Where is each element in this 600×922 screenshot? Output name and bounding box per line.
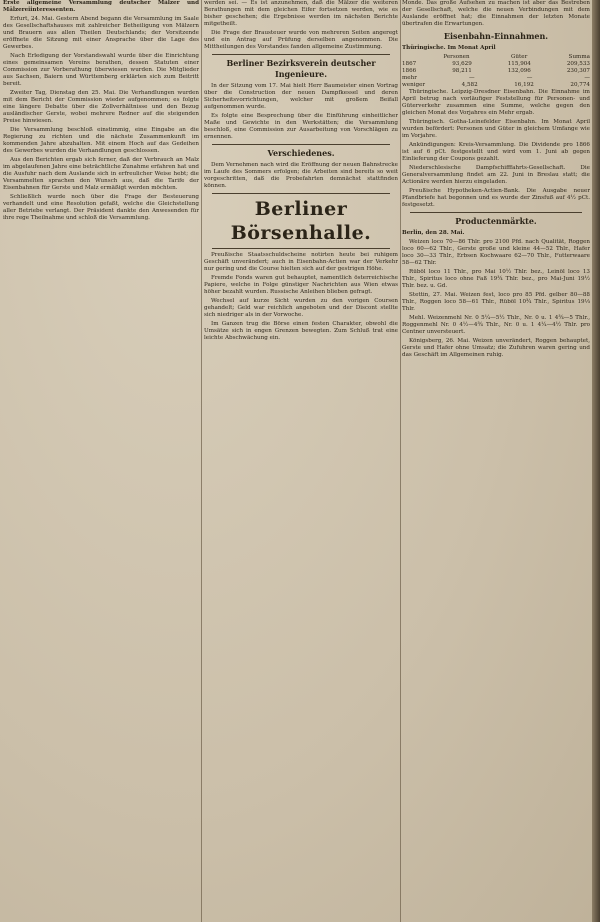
- page-binding-edge: [592, 0, 600, 922]
- table-title: Thüringische. Im Monat April: [402, 45, 496, 51]
- paragraph: Die Frage der Brausteuer wurde von mehreren Seiten angeregt und ein Antrag auf Prüfung derselben angenommen. Die Mittheilungen des Vorstandes fanden allgemeine Zustimmung.: [204, 30, 398, 50]
- column-rule: [400, 0, 401, 922]
- table-cell: Personen: [443, 54, 470, 60]
- divider: [212, 144, 390, 145]
- paragraph: In der Sitzung vom 17. Mai hielt Herr Baumeister einen Vortrag über die Construction der neuen Dampfkessel und deren Sicherheitsvorrichtungen, welcher mit großem Beifall aufgenommen wurde.: [204, 83, 398, 110]
- table-cell: 20,774: [570, 82, 590, 88]
- table-cell: 209,533: [566, 61, 590, 67]
- paragraph: Die Versammlung beschloß einstimmig, eine Eingabe an die Regierung zu richten und die nächste Zusammenkunft im kommenden Jahre abzuhalten. Mit einem Hoch auf das Gedeihen des Gewerbes wurden die Verhandlungen geschlossen.: [3, 127, 199, 154]
- table-row: [402, 68, 590, 75]
- paragraph: Schließlich wurde noch über die Frage der Besteuerung verhandelt und eine Resolution gefaßt, welche die Gleichstellung aller Betriebe verlangt. Der Präsident dankte den Anwesenden für ihre rege Theilnahme und schloß die Versammlung.: [3, 194, 199, 221]
- column-right: [402, 0, 590, 922]
- paragraph: Thüringische. Leipzig-Dresdner Eisenbahn. Die Einnahme im April betrug nach vorläufiger Feststellung für Personen- und Güterverkehr zusammen eine Summe, welche gegen den gleichen Monat des Vorjahres ein Mehr ergab.: [402, 89, 590, 116]
- paragraph: Preußische Staatsschuldscheine notirten heute bei ruhigem Geschäft unverändert; auch in Eisenbahn-Actien war der Verkehr nur gering und die Course hielten sich auf der gestrigen Höhe.: [204, 252, 398, 272]
- section-title: Eisenbahn-Einnahmen.: [443, 31, 549, 41]
- paragraph: Es folgte eine Besprechung über die Einführung einheitlicher Maße und Gewichte in den Werkstätten; die Versammlung beschloß, eine Commission zur Ausarbeitung von Vorschlägen zu ernennen.: [204, 113, 398, 140]
- table-cell: Güter: [510, 54, 528, 60]
- article-heading: Erste allgemeine Versammlung deutscher Mälzer und Mälzereiinteressenten.: [3, 0, 199, 13]
- table-cell: 98,211: [452, 68, 472, 74]
- table-cell: 132,096: [507, 68, 531, 74]
- table-cell: 1867: [402, 61, 417, 67]
- table-cell: 115,904: [507, 61, 531, 67]
- paragraph: Fremde Fonds waren gut behauptet, namentlich österreichische Papiere, welche in Folge günstiger Nachrichten aus Wien etwas höher bezahlt wurden. Russische Anleihen blieben gefragt.: [204, 275, 398, 295]
- table-cell: mehr: [402, 75, 417, 81]
- table-cell: —: [584, 75, 590, 81]
- divider: [212, 193, 390, 194]
- column-left: [3, 0, 199, 922]
- table-header: [402, 54, 590, 61]
- paragraph: Zweiter Tag, Dienstag den 25. Mai. Die Verhandlungen wurden mit dem Bericht der Commission wieder aufgenommen; es folgte eine längere Debatte über die Zollverhältnisse und den Bezug ausländischer Gerste, wobei mehrere Redner auf die steigenden Preise hinwiesen.: [3, 90, 199, 124]
- paragraph: Niederschlesische Dampfschifffahrts-Gesellschaft. Die Generalversammlung findet am 22. Juni in Breslau statt; die Actionäre werden hierzu eingeladen.: [402, 165, 590, 185]
- table-cell: 93,629: [452, 61, 472, 67]
- section-title: Berliner Bezirksverein deutscher Ingenieure.: [226, 58, 376, 79]
- paragraph: Preußische Hypotheken-Actien-Bank. Die Ausgabe neuer Pfandbriefe hat begonnen und es wurde der Zinsfuß auf 4½ pCt. festgesetzt.: [402, 188, 590, 208]
- paragraph: Aus den Berichten ergab sich ferner, daß der Verbrauch an Malz im abgelaufenen Jahre eine beträchtliche Zunahme erfahren hat und die Ausfuhr nach dem Auslande sich in erfreulicher Weise hebt; die Versammelten sprachen den Wunsch aus, daß die Tarife der Eisenbahnen für Gerste und Malz ermäßigt werden möchten.: [3, 157, 199, 191]
- table-cell: 16,192: [514, 82, 534, 88]
- table-cell: 1866: [402, 68, 417, 74]
- divider: [212, 54, 390, 55]
- paragraph: Mehl. Weizenmehl Nr. 0 5¼—5½ Thlr., Nr. 0 u. 1 4¾—5 Thlr., Roggenmehl Nr. 0 4½—4¾ Thlr., Nr. 0 u. 1 4¼—4½ Thlr. pro Centner unversteuert.: [402, 315, 590, 335]
- paragraph: Nach Erledigung der Vorstandswahl wurde über die Einrichtung eines gemeinsamen Vereins berathen, dessen Statuten einer Commission zur Vorberathung überwiesen wurden. Die Mitglieder aus Sachsen, Baiern und Württemberg erklärten sich zum Beitritt bereit.: [3, 53, 199, 87]
- column-middle: [204, 0, 398, 922]
- paragraph: Stettin, 27. Mai. Weizen fest, loco pro 85 Pfd. gelber 80—88 Thlr., Roggen loco 58—61 Thlr., Rüböl 10¾ Thlr., Spiritus 19⅓ Thlr.: [402, 292, 590, 312]
- divider: [212, 248, 390, 249]
- paragraph: Im Ganzen trug die Börse einen festen Charakter, obwohl die Umsätze sich in engen Grenzen bewegten. Zum Schluß trat eine leichte Abschwächung ein.: [204, 321, 398, 341]
- column-rule: [201, 0, 202, 922]
- paragraph: Dem Vernehmen nach wird die Eröffnung der neuen Bahnstrecke im Laufe des Sommers erfolgen; die Arbeiten sind bereits so weit vorgeschritten, daß die Probefahrten demnächst stattfinden können.: [204, 162, 398, 189]
- table-cell: 4,582: [461, 82, 478, 88]
- paragraph: Erfurt, 24. Mai. Gestern Abend begann die Versammlung im Saale des Gesellschaftshauses mit zahlreicher Betheiligung von Mälzern und Brauern aus allen Theilen Deutschlands; der Vorsitzende eröffnete die Sitzung mit einer Ansprache über die Lage des Gewerbes.: [3, 16, 199, 50]
- paragraph: Thüringisch. Gotha-Leinefelder Eisenbahn. Im Monat April wurden befördert: Personen und Güter in gleichem Umfange wie im Vorjahre.: [402, 119, 590, 139]
- paragraph: Rüböl loco 11 Thlr., pro Mai 10½ Thlr. bez., Leinöl loco 13 Thlr., Spiritus loco ohne Faß 19¾ Thlr. bez., pro Mai-Juni 19½ Thlr. bez. u. Gd.: [402, 269, 590, 289]
- bourse-masthead: Berliner Börsenhalle.: [230, 198, 372, 244]
- section-title: Productenmärkte.: [455, 216, 537, 226]
- paragraph: werden sei. — Es ist anzunehmen, daß die Mälzer die weiteren Berathungen mit dem gleichen Eifer fortsetzen werden, wie es bisher geschehen; die Ergebnisse werden im nächsten Berichte mitgetheilt.: [204, 0, 398, 27]
- table-cell: Summa: [568, 54, 590, 60]
- paragraph: Ankündigungen: Kreis-Versammlung. Die Dividende pro 1866 ist auf 6 pCt. festgestellt und wird vom 1. Juni ab gegen Einlieferung der Coupons gezahlt.: [402, 142, 590, 162]
- table-row: [402, 75, 590, 82]
- paragraph: Monde. Das große Aufsehen zu machen ist aber das Bestreben der Gesellschaft, welche die neuen Verbindungen mit dem Auslande eröffnet hat; die Einnahmen der letzten Monate übertrafen die Erwartungen.: [402, 0, 590, 27]
- paragraph: Wechsel auf kurze Sicht wurden zu den vorigen Coursen gehandelt; Geld war reichlich angeboten und der Discont stellte sich niedriger als in der Vorwoche.: [204, 298, 398, 318]
- section-title: Verschiedenes.: [267, 148, 335, 158]
- paragraph: Königsberg, 26. Mai. Weizen unverändert, Roggen behauptet, Gerste und Hafer ohne Umsatz; die Zufuhren waren gering und das Geschäft im Allgemeinen ruhig.: [402, 338, 590, 358]
- table-cell: —: [526, 75, 533, 81]
- table-row: [402, 61, 590, 68]
- paragraph: Weizen loco 70—86 Thlr. pro 2100 Pfd. nach Qualität, Roggen loco 60—62 Thlr., Gerste große und kleine 44—52 Thlr., Hafer loco 30—33 Thlr., Erbsen Kochwaare 62—70 Thlr., Futterwaare 58—62 Thlr.: [402, 239, 590, 266]
- divider: [410, 212, 582, 213]
- table-cell: 230,307: [566, 68, 590, 74]
- table-cell: —: [469, 75, 475, 81]
- table-cell: weniger: [402, 82, 426, 88]
- market-city: Berlin, den 28. Mai.: [402, 230, 465, 236]
- table-row: [402, 82, 590, 89]
